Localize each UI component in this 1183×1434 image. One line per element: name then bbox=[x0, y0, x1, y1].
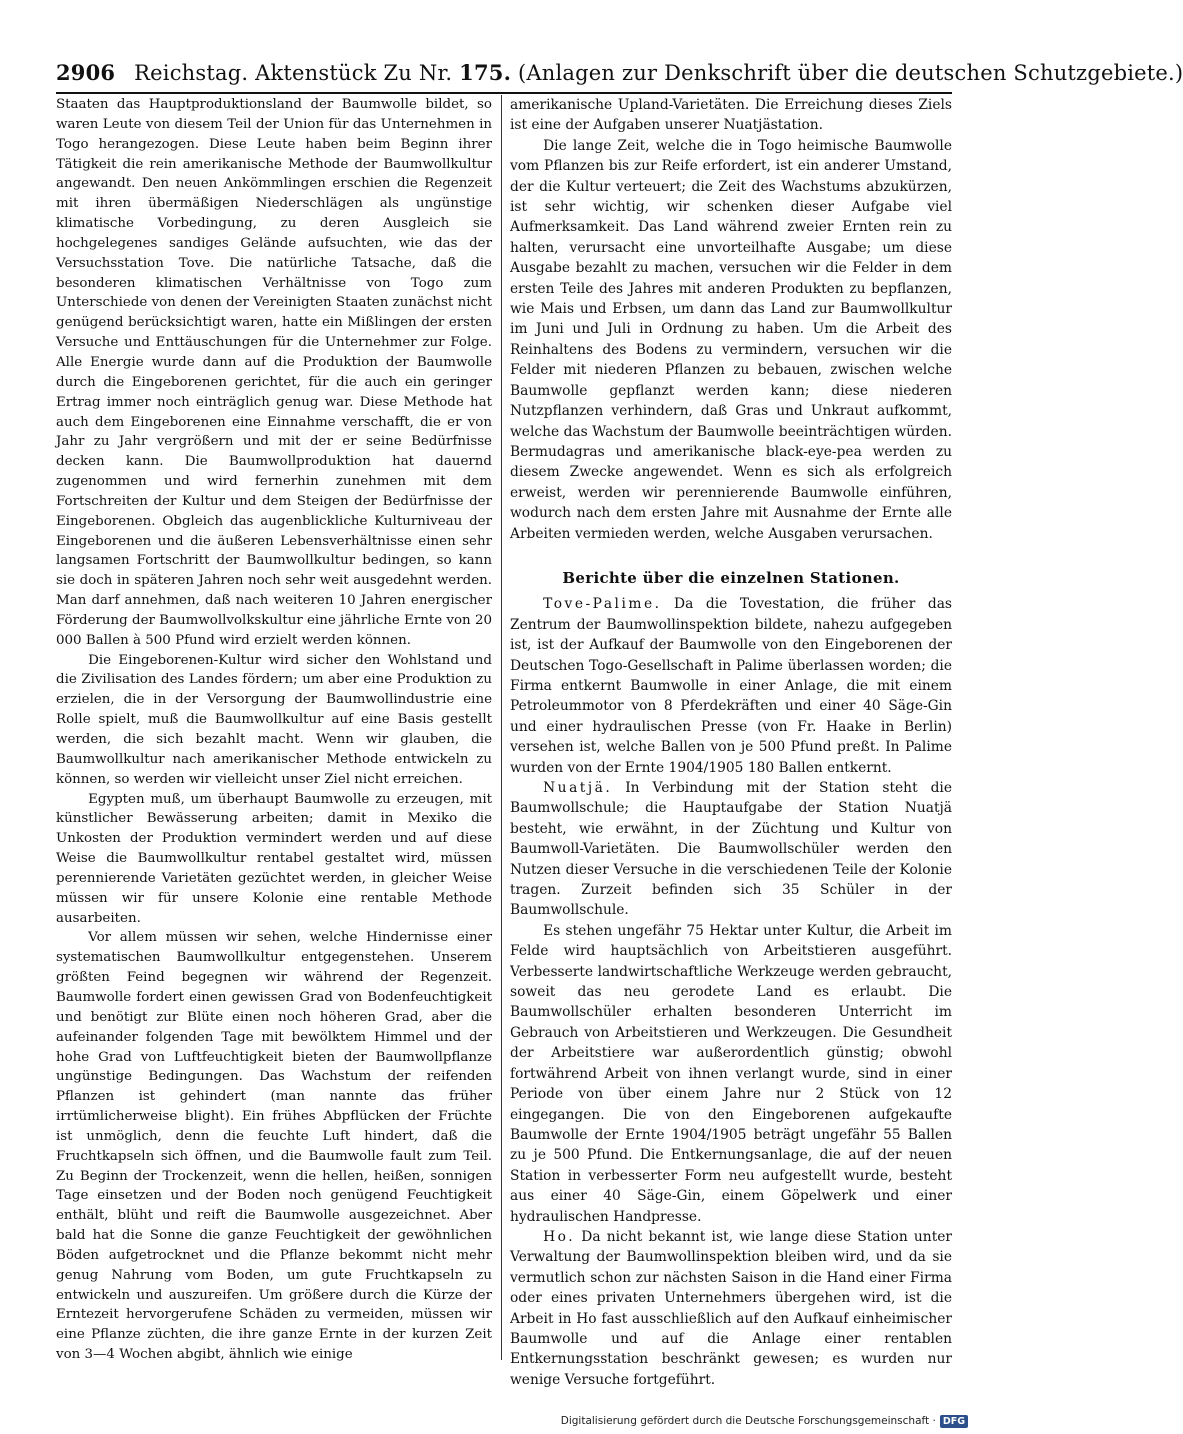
paragraph: Die lange Zeit, welche die in Togo heimische Baumwolle vom Pflanzen bis zur Reife erfordert, ist ein anderer Umstand, der die Kultur verteuert; die Zeit des Wachstums abzukürzen, ist sehr wichtig, wir schenken dieser Aufgabe viel Aufmerksamkeit. Das Land während zweier Ernten rein zu halten, verursacht eine unvorteilhafte Ausgabe; um diese Ausgabe bezahlt zu machen, versuchen wir die Felder in dem ersten Teile des Jahres mit anderen Produkten zu bepflanzen, wie Mais und Erbsen, um dann das Land zur Baumwollkultur im Juni und Juli in Ordnung zu haben. Um die Arbeit des Reinhaltens des Bodens zu vermindern, versuchen wir die Felder mit niederen Pflanzen zu bebauen, zwischen welche Baumwolle gepflanzt werden kann; diese niederen Nutzpflanzen verhindern, daß Gras und Unkraut aufkommt, welche das Wachstum der Baumwolle beeinträchtigen würden. Bermudagras und amerikanische black-eye-pea werden zu diesem Zwecke angewendet. Wenn es sich als erfolgreich erweist, werden wir perennierende Baumwolle einführen, wodurch nach dem ersten Jahre mit Ausnahme der Ernte alle Arbeiten vermieden werden, welche Ausgaben verursachen. bbox=[510, 137, 952, 542]
station-label-ho: Ho. bbox=[543, 1228, 576, 1245]
paragraph: Vor allem müssen wir sehen, welche Hindernisse einer systematischen Baumwollkultur entgegenstehen. Unserem größten Feind begegnen wir während der Regenzeit. Baumwolle fordert einen gewissen Grad von Bodenfeuchtigkeit und benötigt zur Blüte einen noch höheren Grad, aber die aufeinander folgenden Tage mit bewölktem Himmel und der hohe Grad von Luftfeuchtigkeit bieten der Baumwollpflanze ungünstige Bedingungen. Das Wachstum der reifenden Pflanzen ist gehindert (man nannte das früher irrtümlicherweise blight). Ein frühes Abpflücken der Früchte ist unmöglich, denn die feuchte Luft hindert, daß die Fruchtkapseln sich öffnen, und die Baumwolle fault zum Teil. Zu Beginn der Trockenzeit, wenn die hellen, heißen, sonnigen Tage einsetzen und der Boden noch genügend Feuchtigkeit enthält, blüht und reift die Baumwolle ausgezeichnet. Aber bald hat die Sonne die ganze Feuchtigkeit der gewöhnlichen Böden aufgetrocknet und die Pflanze bekommt nicht mehr genug Nahrung vom Boden, um gute Fruchtkapseln zu entwickeln und auszureifen. Um größere durch die Kürze der Erntezeit hervorgerufene Schäden zu vermeiden, müssen wir eine Pflanze züchten, die ihre ganze Ernte in der kurzen Zeit von 3—4 Wochen abgibt, ähnlich wie einige bbox=[56, 930, 492, 1363]
column-divider bbox=[501, 95, 502, 1360]
station-label-nuatja: Nuatjä. bbox=[543, 780, 613, 796]
right-column bbox=[510, 95, 952, 1395]
footer-text: Digitalisierung gefördert durch die Deutsche Forschungsgemeinschaft · bbox=[560, 1415, 936, 1427]
dfg-logo-icon: DFG bbox=[940, 1415, 968, 1428]
paragraph: Egypten muß, um überhaupt Baumwolle zu erzeugen, mit künstlicher Bewässerung arbeiten; damit in Mexiko die Unkosten der Produktion vermindert werden und auf diese Weise die Baumwollkultur rentabel gestaltet wird, müssen perennierende Varietäten gezüchtet werden, in gleicher Weise müssen wir für unsere Kolonie eine rentable Methode ausarbeiten. bbox=[56, 791, 492, 926]
header-title: (Anlagen zur Denkschrift über die deutschen Schutzgebiete.) bbox=[518, 61, 1183, 85]
left-column bbox=[56, 95, 492, 1395]
paragraph: Die Eingeborenen-Kultur wird sicher den Wohlstand und die Zivilisation des Landes fördern; um aber eine Produktion zu erzielen, die in der Versorgung der Baumwollindustrie eine Rolle spielt, muß die Baumwollkultur auf eine Basis gestellt werden, die sich bezahlt macht. Wenn wir glauben, die Baumwollkultur nach amerikanischer Methode entwickeln zu können, so werden wir vielleicht unser Ziel nicht erreichen. bbox=[56, 652, 492, 787]
paragraph: amerikanische Upland-Varietäten. Die Erreichung dieses Ziels ist eine der Aufgaben unserer Nuatjästation. bbox=[510, 97, 952, 134]
station-label-tove: Tove-Palime. bbox=[543, 596, 662, 613]
page-number: 2906 bbox=[56, 60, 116, 85]
paragraph-tove bbox=[510, 594, 952, 778]
header-rule bbox=[56, 92, 952, 94]
footer bbox=[561, 1413, 968, 1429]
paragraph: Es stehen ungefähr 75 Hektar unter Kultur, die Arbeit im Felde wird hauptsächlich von Arbeitstieren ausgeführt. Verbesserte landwirtschaftliche Werkzeuge werden gebraucht, soweit das neu gerodete Land es erlaubt. Die Baumwollschüler erhalten besonderen Unterricht im Gebrauch von Arbeitstieren und Werkzeugen. Die Gesundheit der Arbeitstiere war außerordentlich günstig; obwohl fortwährend Arbeit von ihnen verlangt wurde, sind in einer Periode von über einem Jahre nur 2 Stück von 12 eingegangen. Die von den Eingeborenen aufgekaufte Baumwolle der Ernte 1904/1905 beträgt ungefähr 55 Ballen zu je 500 Pfund. Die Entkernungsanlage, die auf der neuen Station in verbesserter Form neu aufgestellt wurde, besteht aus einer 40 Säge-Gin, einem Göpelwerk und einer hydraulischen Handpresse. bbox=[510, 922, 952, 1225]
station-text-tove: Da die Tovestation, die früher das Zentrum der Baumwollinspektion bildete, nahezu aufgegeben ist, ist der Aufkauf der Baumwolle von den Eingeborenen der Deutschen Togo-Gesellschaft in Palime überlassen worden; die Firma entkernt Baumwolle in einer Anlage, die mit einem Petroleummotor von 8 Pferdekräften und einer 40 Säge-Gin und einer hydraulischen Presse (von Fr. Haake in Berlin) versehen ist, welche Ballen von je 500 Pfund preßt. In Palime wurden von der Ernte 1904/1905 180 Ballen entkernt. bbox=[510, 596, 952, 776]
page-header bbox=[56, 58, 1183, 88]
paragraph-nuatja bbox=[510, 778, 952, 921]
paragraph-ho bbox=[510, 1227, 952, 1390]
header-text: Reichstag. Aktenstück Zu Nr. bbox=[134, 61, 453, 85]
section-heading: Berichte über die einzelnen Stationen. bbox=[562, 568, 900, 587]
paragraph: Staaten das Hauptproduktionsland der Baumwolle bildet, so waren Leute von diesem Teil der Union für das Unternehmen in Togo herangezogen. Diese Leute haben beim Beginn ihrer Tätigkeit die rein amerikanische Methode der Baumwollkultur angewandt. Den neuen Ankömmlingen erschien die Regenzeit mit ihren übermäßigen Niederschlägen als ungünstige klimatische Vorbedingung, zu deren Ausgleich sie hochgelegenes sandiges Gelände aufsuchten, wie das der Versuchsstation Tove. Die natürliche Tatsache, daß die besonderen klimatischen Verhältnisse von Togo zum Unterschiede von denen der Vereinigten Staaten zunächst nicht genügend berücksichtigt waren, hatte ein Mißlingen der ersten Versuche und Enttäuschungen für die Unternehmer zur Folge. Alle Energie wurde dann auf die Produktion der Baumwolle durch die Eingeborenen gerichtet, für die auch ein geringer Ertrag immer noch einträglich genug war. Diese Methode hat auch dem Eingeborenen eine Einnahme verschafft, die er von Jahr zu Jahr vergrößern und mit der er seine Bedürfnisse decken kann. Die Baumwollproduktion hat dauernd zugenommen und wird fernerhin zunehmen mit dem Fortschreiten der Kultur und dem Steigen der Bedürfnisse der Eingeborenen. Obgleich das augenblickliche Kulturniveau der Eingeborenen und die äußeren Lebensverhältnisse einen sehr langsamen Fortschritt der Baumwollkultur bedingen, so kann sie doch in späteren Jahren noch sehr weit ausgedehnt werden. Man darf annehmen, daß nach weiteren 10 Jahren energischer Förderung der Baumwollvolkskultur eine jährliche Ernte von 20 000 Ballen à 500 Pfund wird erzielt werden können. bbox=[56, 97, 492, 648]
station-text-nuatja: In Verbindung mit der Station steht die Baumwollschule; die Hauptaufgabe der Station Nuatjä besteht, wie erwähnt, in der Züchtung und Kultur von Baumwoll-Varietäten. Die Baumwollschüler werden den Nutzen dieser Versuche in die verschiedenen Teile der Kolonie tragen. Zurzeit befinden sich 35 Schüler in der Baumwollschule. bbox=[510, 780, 952, 919]
station-text-ho: Da nicht bekannt ist, wie lange diese Station unter Verwaltung der Baumwollinspektion bleiben wird, und da sie vermutlich schon zur nächsten Saison in die Hand einer Firma oder eines privaten Unternehmers übergehen wird, ist die Arbeit in Ho fast ausschließlich auf den Aufkauf einheimischer Baumwolle und auf die Anlage einer rentablen Entkernungsstation beschränkt gewesen; es wurden nur wenige Versuche fortgeführt. bbox=[510, 1228, 952, 1388]
header-number: 175. bbox=[459, 60, 512, 85]
